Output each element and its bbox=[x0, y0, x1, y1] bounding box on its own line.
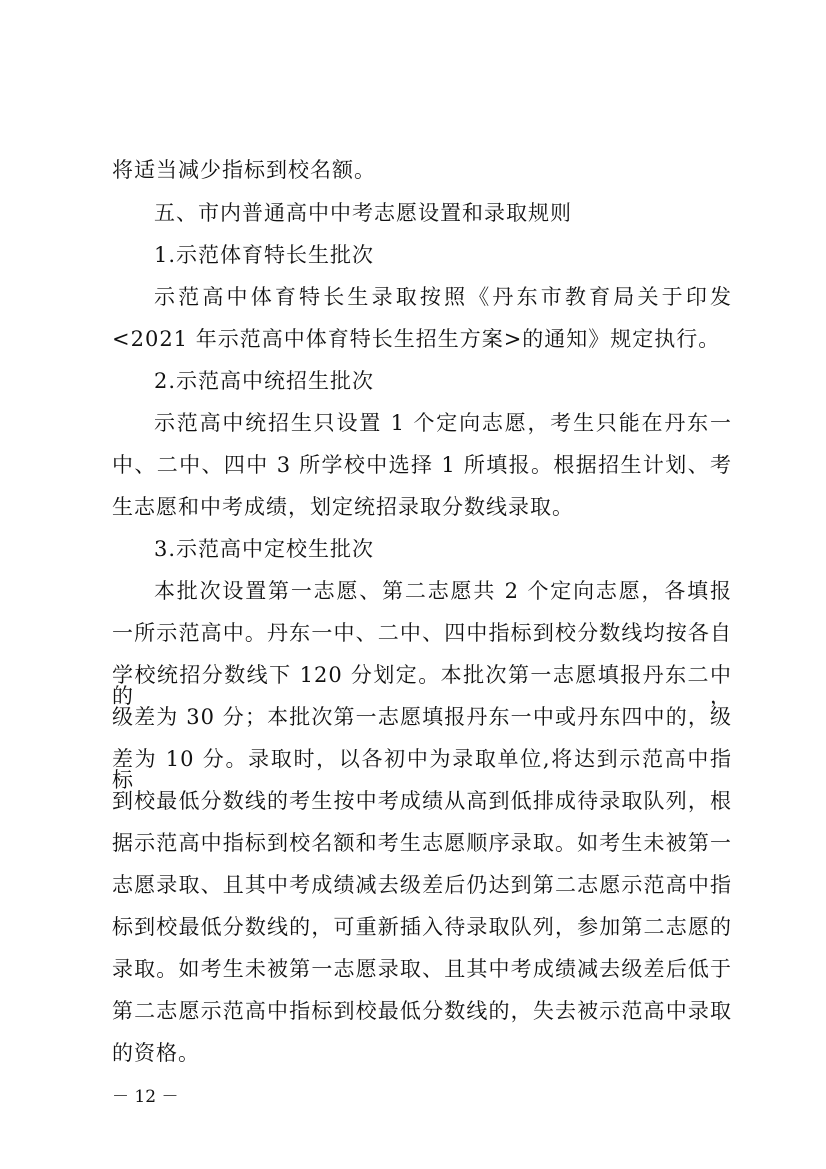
subsection-heading-3: 3.示范高中定校生批次 bbox=[154, 537, 375, 561]
paragraph-line-4: 示范高中体育特长生录取按照《丹东市教育局关于印发 bbox=[154, 285, 732, 309]
paragraph-line-9: 生志愿和中考成绩，划定统招录取分数线录取。 bbox=[112, 495, 574, 519]
paragraph-line-18: 志愿录取、且其中考成绩减去级差后仍达到第二志愿示范高中指 bbox=[112, 873, 732, 897]
paragraph-line-20: 录取。如考生未被第一志愿录取、且其中考成绩减去级差后低于 bbox=[112, 957, 732, 981]
paragraph-line-13: 学校统招分数线下 120 分划定。本批次第一志愿填报丹东二中的， bbox=[112, 663, 732, 708]
paragraph-line-8: 中、二中、四中 3 所学校中选择 1 所填报。根据招生计划、考 bbox=[112, 453, 732, 477]
paragraph-line-15: 差为 10 分。录取时，以各初中为录取单位,将达到示范高中指标 bbox=[112, 747, 732, 792]
paragraph-line-22: 的资格。 bbox=[112, 1041, 200, 1065]
paragraph-line-14: 级差为 30 分；本批次第一志愿填报丹东一中或丹东四中的，级 bbox=[112, 705, 732, 729]
page-number: － 12 － bbox=[112, 1087, 179, 1107]
paragraph-line-12: 一所示范高中。丹东一中、二中、四中指标到校分数线均按各自 bbox=[112, 621, 732, 645]
paragraph-line-1: 将适当减少指标到校名额。 bbox=[112, 158, 376, 182]
paragraph-line-17: 据示范高中指标到校名额和考生志愿顺序录取。如考生未被第一 bbox=[112, 831, 732, 855]
subsection-heading-2: 2.示范高中统招生批次 bbox=[154, 369, 375, 393]
paragraph-line-16: 到校最低分数线的考生按中考成绩从高到低排成待录取队列，根 bbox=[112, 789, 732, 813]
section-heading-5: 五、市内普通高中中考志愿设置和录取规则 bbox=[154, 201, 572, 225]
paragraph-line-21: 第二志愿示范高中指标到校最低分数线的，失去被示范高中录取 bbox=[112, 999, 732, 1023]
paragraph-line-19: 标到校最低分数线的，可重新插入待录取队列，参加第二志愿的 bbox=[112, 915, 732, 939]
subsection-heading-1: 1.示范体育特长生批次 bbox=[154, 243, 375, 267]
paragraph-line-7: 示范高中统招生只设置 1 个定向志愿，考生只能在丹东一 bbox=[154, 411, 732, 435]
paragraph-line-5: <2021 年示范高中体育特长生招生方案>的通知》规定执行。 bbox=[112, 327, 721, 351]
paragraph-line-11: 本批次设置第一志愿、第二志愿共 2 个定向志愿，各填报 bbox=[154, 579, 732, 603]
